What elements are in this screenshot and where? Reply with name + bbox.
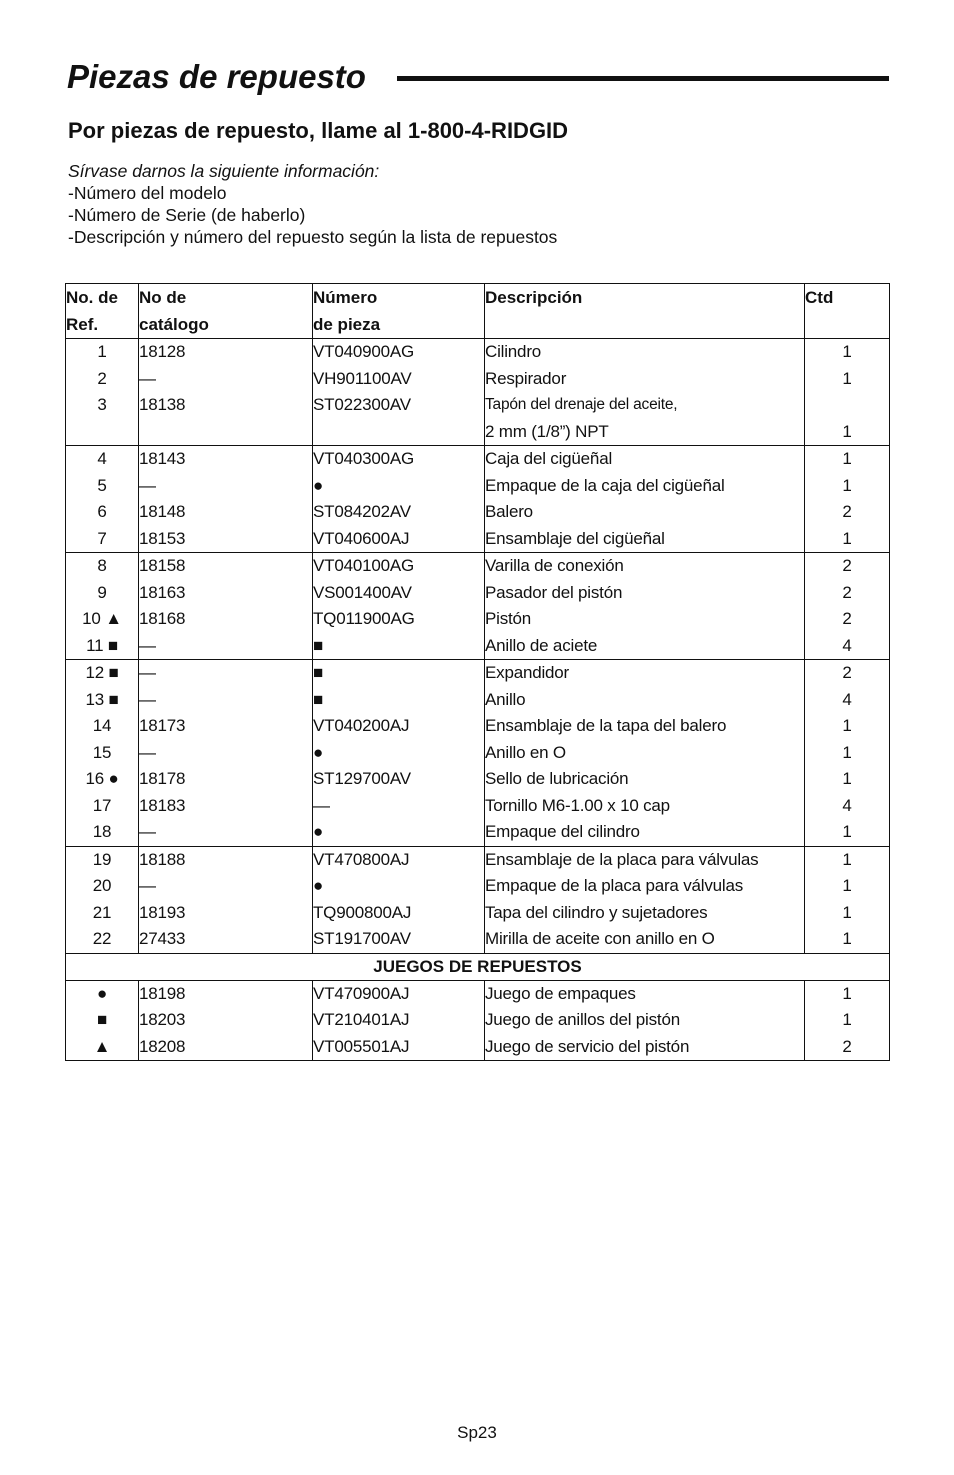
part-number-cell: ● xyxy=(313,873,485,900)
description-cell: Caja del cigüeñal xyxy=(485,446,805,473)
catalog-cell: 18203 xyxy=(139,1007,313,1034)
description-cell: Anillo xyxy=(485,687,805,714)
description-cell: Cilindro xyxy=(485,339,805,366)
qty-cell: 1 xyxy=(805,766,890,793)
ref-cell: 18 xyxy=(66,819,139,846)
part-number-cell: ST084202AV xyxy=(313,499,485,526)
part-number-cell: ST022300AV xyxy=(313,392,485,419)
header-ref xyxy=(66,284,139,339)
qty-cell: 4 xyxy=(805,793,890,820)
part-number-cell: TQ011900AG xyxy=(313,606,485,633)
description-cell: Empaque de la placa para válvulas xyxy=(485,873,805,900)
qty-cell: 1 xyxy=(805,446,890,473)
table-row xyxy=(66,713,890,740)
part-number-cell: — xyxy=(313,793,485,820)
table-row xyxy=(66,499,890,526)
catalog-cell: 18153 xyxy=(139,526,313,553)
ref-cell: 16 ● xyxy=(66,766,139,793)
ref-cell: 6 xyxy=(66,499,139,526)
part-number-cell: VS001400AV xyxy=(313,580,485,607)
catalog-cell: — xyxy=(139,740,313,767)
ref-cell: ■ xyxy=(66,1007,139,1034)
ref-cell: 5 xyxy=(66,473,139,500)
ref-cell: 17 xyxy=(66,793,139,820)
description-cell: Pasador del pistón xyxy=(485,580,805,607)
table-row xyxy=(66,366,890,393)
row-group xyxy=(66,446,890,553)
row-group xyxy=(66,339,890,446)
catalog-cell: 27433 xyxy=(139,926,313,953)
part-number-cell: VT040100AG xyxy=(313,553,485,580)
qty-cell: 1 xyxy=(805,366,890,393)
qty-cell: 1 xyxy=(805,846,890,873)
table-row xyxy=(66,660,890,687)
ref-cell: 8 xyxy=(66,553,139,580)
info-line: -Número de Serie (de haberlo) xyxy=(68,205,306,225)
table-row xyxy=(66,873,890,900)
qty-cell: 2 xyxy=(805,1034,890,1061)
description-cell: Juego de servicio del pistón xyxy=(485,1034,805,1061)
ref-cell: 12 ■ xyxy=(66,660,139,687)
part-number-cell: ■ xyxy=(313,633,485,660)
catalog-cell: — xyxy=(139,633,313,660)
qty-cell: 2 xyxy=(805,606,890,633)
description-cell: Tapón del drenaje del aceite, xyxy=(485,392,805,419)
part-number-cell: ST129700AV xyxy=(313,766,485,793)
header-part-line: de pieza xyxy=(313,315,381,334)
part-number-cell: VT040200AJ xyxy=(313,713,485,740)
info-line: -Número del modelo xyxy=(68,183,227,203)
qty-cell: 1 xyxy=(805,980,890,1007)
part-number-cell: VT210401AJ xyxy=(313,1007,485,1034)
ref-cell: 15 xyxy=(66,740,139,767)
qty-cell: 2 xyxy=(805,553,890,580)
catalog-cell: — xyxy=(139,366,313,393)
table-row xyxy=(66,473,890,500)
row-group xyxy=(66,660,890,847)
info-block xyxy=(68,160,557,248)
qty-cell: 1 xyxy=(805,419,890,446)
catalog-cell: 18183 xyxy=(139,793,313,820)
ref-cell: 14 xyxy=(66,713,139,740)
qty-cell: 2 xyxy=(805,660,890,687)
page-title: Piezas de repuesto xyxy=(67,58,366,95)
catalog-cell: 18163 xyxy=(139,580,313,607)
header-row xyxy=(66,284,890,339)
qty-cell xyxy=(805,392,890,419)
table-row xyxy=(66,819,890,846)
part-number-cell: ● xyxy=(313,473,485,500)
part-number-cell: ● xyxy=(313,740,485,767)
table-row xyxy=(66,606,890,633)
table-row xyxy=(66,419,890,446)
catalog-cell: 18148 xyxy=(139,499,313,526)
table-row xyxy=(66,553,890,580)
description-cell: Anillo en O xyxy=(485,740,805,767)
description-cell: Ensamblaje de la placa para válvulas xyxy=(485,846,805,873)
header-description: Descripción xyxy=(485,284,805,339)
table-row xyxy=(66,339,890,366)
info-line: -Descripción y número del repuesto según la lista de repuestos xyxy=(68,227,558,247)
description-cell: Ensamblaje de la tapa del balero xyxy=(485,713,805,740)
ref-cell: 19 xyxy=(66,846,139,873)
catalog-cell: 18143 xyxy=(139,446,313,473)
catalog-cell: 18158 xyxy=(139,553,313,580)
ref-cell: 9 xyxy=(66,580,139,607)
ref-cell xyxy=(66,419,139,446)
catalog-cell: — xyxy=(139,473,313,500)
row-group xyxy=(66,553,890,660)
part-number-cell: VT040300AG xyxy=(313,446,485,473)
header-ref-line: No. de xyxy=(66,288,118,307)
table-row xyxy=(66,846,890,873)
ref-cell: 10 ▲ xyxy=(66,606,139,633)
catalog-cell: 18208 xyxy=(139,1034,313,1061)
catalog-cell: — xyxy=(139,873,313,900)
description-cell: Sello de lubricación xyxy=(485,766,805,793)
description-cell: Pistón xyxy=(485,606,805,633)
qty-cell: 1 xyxy=(805,819,890,846)
part-number-cell: ■ xyxy=(313,687,485,714)
catalog-cell: 18193 xyxy=(139,900,313,927)
catalog-cell: 18198 xyxy=(139,980,313,1007)
table-row xyxy=(66,900,890,927)
table-row xyxy=(66,766,890,793)
ref-cell: 20 xyxy=(66,873,139,900)
description-cell: Expandidor xyxy=(485,660,805,687)
catalog-cell: 18188 xyxy=(139,846,313,873)
qty-cell: 1 xyxy=(805,873,890,900)
description-cell: Empaque de la caja del cigüeñal xyxy=(485,473,805,500)
catalog-cell: — xyxy=(139,687,313,714)
ref-cell: 21 xyxy=(66,900,139,927)
ref-cell: 7 xyxy=(66,526,139,553)
kits-title: JUEGOS DE REPUESTOS xyxy=(66,953,890,980)
ref-cell: 2 xyxy=(66,366,139,393)
table-row xyxy=(66,1007,890,1034)
part-number-cell: VT040900AG xyxy=(313,339,485,366)
description-cell: Anillo de aciete xyxy=(485,633,805,660)
description-cell: Juego de empaques xyxy=(485,980,805,1007)
ref-cell: ▲ xyxy=(66,1034,139,1061)
catalog-cell xyxy=(139,419,313,446)
qty-cell: 4 xyxy=(805,687,890,714)
catalog-cell: 18168 xyxy=(139,606,313,633)
header-ref-line: Ref. xyxy=(66,315,99,334)
part-number-cell: VT470900AJ xyxy=(313,980,485,1007)
table-row xyxy=(66,980,890,1007)
qty-cell: 1 xyxy=(805,339,890,366)
ref-cell: 13 ■ xyxy=(66,687,139,714)
table-row xyxy=(66,580,890,607)
phone-subtitle: Por piezas de repuesto, llame al 1-800-4-RIDGID xyxy=(68,118,569,143)
description-cell: Tornillo M6-1.00 x 10 cap xyxy=(485,793,805,820)
catalog-cell: 18178 xyxy=(139,766,313,793)
description-cell: Juego de anillos del pistón xyxy=(485,1007,805,1034)
table-row xyxy=(66,687,890,714)
description-cell: Varilla de conexión xyxy=(485,553,805,580)
description-cell: Respirador xyxy=(485,366,805,393)
parts-table xyxy=(65,283,890,1061)
description-cell: Empaque del cilindro xyxy=(485,819,805,846)
ref-cell: 1 xyxy=(66,339,139,366)
header-catalog xyxy=(139,284,313,339)
header-qty: Ctd xyxy=(805,284,890,339)
qty-cell: 4 xyxy=(805,633,890,660)
table-row xyxy=(66,793,890,820)
table-row xyxy=(66,1034,890,1061)
description-cell: Balero xyxy=(485,499,805,526)
catalog-cell: 18173 xyxy=(139,713,313,740)
table-row xyxy=(66,526,890,553)
part-number-cell: ST191700AV xyxy=(313,926,485,953)
part-number-cell: VT005501AJ xyxy=(313,1034,485,1061)
qty-cell: 1 xyxy=(805,1007,890,1034)
table-row xyxy=(66,392,890,419)
kits-group xyxy=(66,980,890,1061)
catalog-cell: — xyxy=(139,819,313,846)
part-number-cell: TQ900800AJ xyxy=(313,900,485,927)
ref-cell: 22 xyxy=(66,926,139,953)
ref-cell: 11 ■ xyxy=(66,633,139,660)
table-row xyxy=(66,926,890,953)
catalog-cell: 18128 xyxy=(139,339,313,366)
qty-cell: 1 xyxy=(805,473,890,500)
catalog-cell: 18138 xyxy=(139,392,313,419)
row-group xyxy=(66,846,890,953)
title-rule xyxy=(397,76,889,81)
part-number-cell: ■ xyxy=(313,660,485,687)
table-row xyxy=(66,446,890,473)
description-cell: 2 mm (1/8”) NPT xyxy=(485,419,805,446)
description-cell: Ensamblaje del cigüeñal xyxy=(485,526,805,553)
description-cell: Mirilla de aceite con anillo en O xyxy=(485,926,805,953)
header-part-number xyxy=(313,284,485,339)
part-number-cell: VT470800AJ xyxy=(313,846,485,873)
header-catalog-line: catálogo xyxy=(139,315,209,334)
kits-title-row xyxy=(66,953,890,980)
ref-cell: 4 xyxy=(66,446,139,473)
part-number-cell xyxy=(313,419,485,446)
ref-cell: ● xyxy=(66,980,139,1007)
ref-cell: 3 xyxy=(66,392,139,419)
part-number-cell: VT040600AJ xyxy=(313,526,485,553)
table-row xyxy=(66,633,890,660)
qty-cell: 2 xyxy=(805,580,890,607)
qty-cell: 1 xyxy=(805,713,890,740)
qty-cell: 1 xyxy=(805,740,890,767)
kits-section-header xyxy=(66,953,890,980)
table-row xyxy=(66,740,890,767)
part-number-cell: VH901100AV xyxy=(313,366,485,393)
page-number: Sp23 xyxy=(457,1423,497,1442)
info-intro: Sírvase darnos la siguiente información: xyxy=(68,161,380,181)
qty-cell: 2 xyxy=(805,499,890,526)
description-cell: Tapa del cilindro y sujetadores xyxy=(485,900,805,927)
qty-cell: 1 xyxy=(805,926,890,953)
catalog-cell: — xyxy=(139,660,313,687)
header-part-line: Número xyxy=(313,288,378,307)
qty-cell: 1 xyxy=(805,900,890,927)
qty-cell: 1 xyxy=(805,526,890,553)
header-catalog-line: No de xyxy=(139,288,187,307)
part-number-cell: ● xyxy=(313,819,485,846)
